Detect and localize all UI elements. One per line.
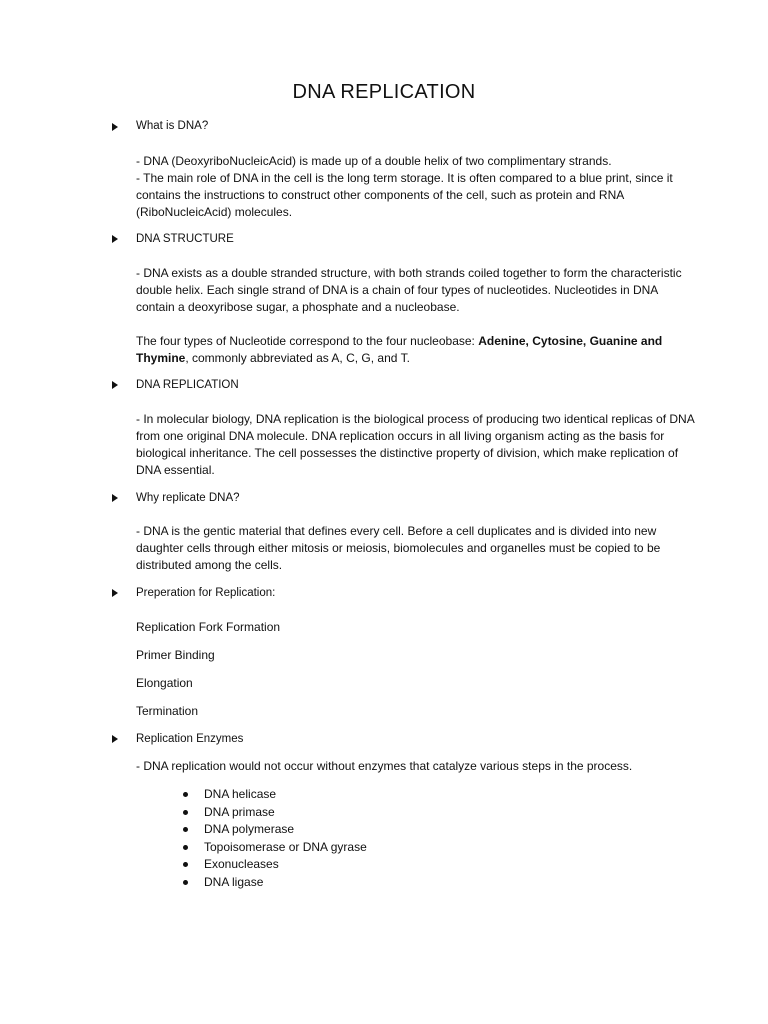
what-is-dna-text xyxy=(136,153,696,221)
bullet-icon xyxy=(183,827,188,832)
bullet-icon xyxy=(183,792,188,797)
section-arrow-icon xyxy=(112,235,118,243)
section-arrow-icon xyxy=(112,735,118,743)
section-heading-dna-structure: DNA STRUCTURE xyxy=(136,233,234,245)
why-replicate-text: - DNA is the gentic material that defines every cell. Before a cell duplicates and is divided into new daughter cells through either mitosis or meiosis, biomolecules and organelles must be copied to be distributed among the cells. xyxy=(136,524,661,572)
dna-replication-text: - In molecular biology, DNA replication is the biological process of producing two identical replicas of DNA from one original DNA molecule. DNA replication occurs in all living organism acting as the basis for biological inheritance. The cell possesses the distinctive property of division, which make replication of DNA essential. xyxy=(136,412,695,477)
section-heading-dna-replication: DNA REPLICATION xyxy=(136,379,239,391)
dna-structure-para2 xyxy=(136,333,696,367)
enzyme-name: DNA helicase xyxy=(204,787,277,801)
step-primer-binding: Primer Binding xyxy=(136,648,215,662)
section-heading-preparation: Preperation for Replication: xyxy=(136,587,276,599)
enzyme-name: DNA polymerase xyxy=(204,822,295,836)
section-arrow-icon xyxy=(112,589,118,597)
nucleobase-intro: The four types of Nucleotide correspond to the four nucleobase: xyxy=(136,334,479,348)
section-arrow-icon xyxy=(112,123,118,131)
list-item xyxy=(180,804,367,822)
enzyme-name: DNA primase xyxy=(204,804,275,819)
enzymes-intro: - DNA replication would not occur without enzymes that catalyze various steps in the process. xyxy=(136,759,633,773)
step-termination: Termination xyxy=(136,704,199,718)
list-item xyxy=(180,874,367,892)
list-item xyxy=(180,786,367,804)
section-heading-what-is-dna: What is DNA? xyxy=(136,120,209,132)
section-arrow-icon xyxy=(112,381,118,389)
bullet-icon xyxy=(183,845,188,850)
step-replication-fork: Replication Fork Formation xyxy=(136,620,281,634)
bullet-icon xyxy=(183,862,188,867)
section-heading-why-replicate: Why replicate DNA? xyxy=(136,492,240,504)
nucleobase-abbrev: , commonly abbreviated as A, C, G, and T. xyxy=(185,351,410,365)
section-heading-enzymes: Replication Enzymes xyxy=(136,733,244,745)
list-item xyxy=(180,821,367,839)
nucleobase-names: Adenine, Cytosine, Guanine and Thymine xyxy=(136,334,663,365)
enzyme-list xyxy=(180,786,367,891)
step-elongation: Elongation xyxy=(136,676,193,690)
bullet-icon xyxy=(183,810,188,815)
enzyme-name: DNA ligase xyxy=(204,874,264,889)
page-title: DNA REPLICATION xyxy=(292,81,476,103)
list-item xyxy=(180,839,367,857)
list-item xyxy=(180,856,367,874)
enzyme-name: Exonucleases xyxy=(204,857,279,871)
section-arrow-icon xyxy=(112,494,118,502)
bullet-icon xyxy=(183,880,188,885)
what-is-dna-line2: - The main role of DNA in the cell is the long term storage. It is often compared to a blue print, since it contains the instructions to construct other components of the cell, such as protein and RNA (RiboNucleicAcid) molecules. xyxy=(136,171,673,219)
dna-structure-para1: - DNA exists as a double stranded structure, with both strands coiled together to form the characteristic double helix. Each single strand of DNA is a chain of four types of nucleotides. Nucleotides in DNA contain a deoxyribose sugar, a phosphate and a nucleobase. xyxy=(136,266,682,314)
what-is-dna-line1: - DNA (DeoxyriboNucleicAcid) is made up of a double helix of two complimentary strands. xyxy=(136,154,612,168)
enzyme-name: Topoisomerase or DNA gyrase xyxy=(204,839,367,854)
